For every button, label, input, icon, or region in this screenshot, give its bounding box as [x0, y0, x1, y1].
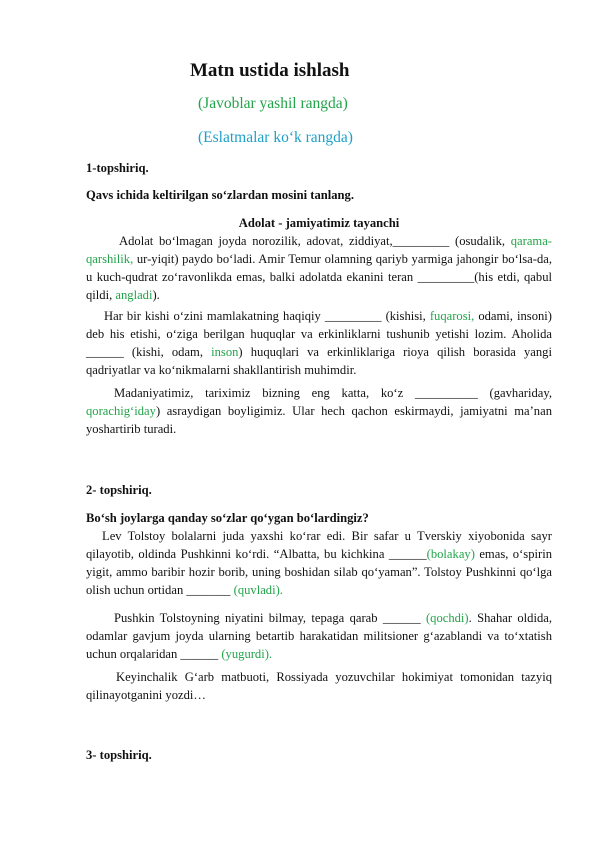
task2-p1-text-b: emas, o‘spirin yigit, ammo baribir hozir borib, uning boshidan silab qo‘yaman”. Tolstoy Pushkinni qo‘lga olish uchun ortidan _______ [86, 547, 552, 597]
task3-heading: 3- topshiriq. [86, 748, 152, 762]
task2-p2-answer-2: (yugurdi). [221, 647, 273, 661]
remarks-color-note: (Eslatmalar ko‘k rangda) [198, 129, 353, 146]
task1-p3-text-b: ) asraydigan boyligimiz. Ular hech qachon eskirmaydi, jamiyatni ma’nan yoshartirib turadi. [86, 404, 552, 436]
task2-paragraph-1 [86, 527, 552, 599]
task2-p2-text-a: Pushkin Tolstoyning niyatini bilmay, tepaga qarab ______ [114, 611, 426, 625]
task2-p3-text-a: Keyinchalik G‘arb matbuoti, Rossiyada yozuvchilar hokimiyat tomonidan tazyiq qilinayotganini yozdi… [86, 670, 552, 702]
task1-p2-answer-1: fuqarosi, [429, 309, 475, 323]
task1-p1-text-c: ). [152, 288, 160, 302]
answers-color-note: (Javoblar yashil rangda) [198, 95, 348, 112]
task1-p3-text-a: Madaniyatimiz, tariximiz bizning eng katta, ko‘z __________ (gavhariday, [114, 386, 552, 400]
task1-p2-text-a: Har bir kishi o‘zini mamlakatning haqiqiy _________ (kishisi, [104, 309, 430, 323]
task2-paragraph-3 [86, 668, 552, 704]
task1-paragraph-1 [86, 232, 552, 304]
task1-p2-text-c: ) huquqlari va erkinliklariga rioya qilish borasida yangi qadriyatlar va ko‘nikmalarni shakllantirish muhimdir. [86, 345, 552, 377]
task1-p1-answer-1: qarama-qarshilik, [86, 234, 552, 266]
task1-heading: 1-topshiriq. [86, 161, 149, 175]
task2-instruction: Bo‘sh joylarga qanday so‘zlar qo‘ygan bo‘lardingiz? [86, 511, 369, 525]
task1-paragraph-3 [86, 384, 552, 438]
task2-p1-text-a: Lev Tolstoy bolalarni juda yaxshi ko‘rar edi. Bir safar u Tverskiy xiyobonida sayr qilayotib, oldinda Pushkinni ko‘rdi. “Albatta, bu kichkina ______ [86, 529, 552, 561]
task1-text-title: Adolat - jamiyatimiz tayanchi [238, 216, 400, 230]
task1-p1-text-b: ur-yiqit) paydo bo‘ladi. Amir Temur olamning qariyb yarmiga jahongir bo‘lsa-da, u kuch-qudrat zo‘ravonlikda emas, balki adolatda ekanini teran _________(his etdi, qabul qildi, [86, 252, 552, 302]
task1-instruction: Qavs ichida keltirilgan so‘zlardan mosini tanlang. [86, 188, 354, 202]
task2-heading: 2- topshiriq. [86, 483, 152, 497]
task2-p1-answer-1: (bolakay) [426, 547, 475, 561]
task2-p2-text-b: . Shahar oldida, odamlar gavjum joyda ularning betartib harakatidan militsioner g‘azablandi va to‘xtatish uchun orqalaridan ______ [86, 611, 552, 661]
task1-p1-answer-2: angladi [115, 288, 153, 302]
task1-p3-answer-1: qorachig‘iday [86, 404, 156, 418]
task1-paragraph-2 [86, 307, 552, 379]
task2-p2-answer-1: (qochdi) [425, 611, 469, 625]
task1-p1-text-a: Adolat bo‘lmagan joyda norozilik, adovat, ziddiyat,_________ (osudalik, [119, 234, 511, 248]
task1-p2-text-b: odami, insoni) deb his etishi, o‘ziga berilgan huquqlar va erkinliklarni tushunib yetishi lozim. Aholida ______ (kishi, odam, [86, 309, 552, 359]
task1-p2-answer-2: inson [211, 345, 239, 359]
page-title: Matn ustida ishlash [190, 60, 350, 81]
task2-p1-answer-2: (quvladi). [233, 583, 283, 597]
task2-paragraph-2 [86, 609, 552, 663]
